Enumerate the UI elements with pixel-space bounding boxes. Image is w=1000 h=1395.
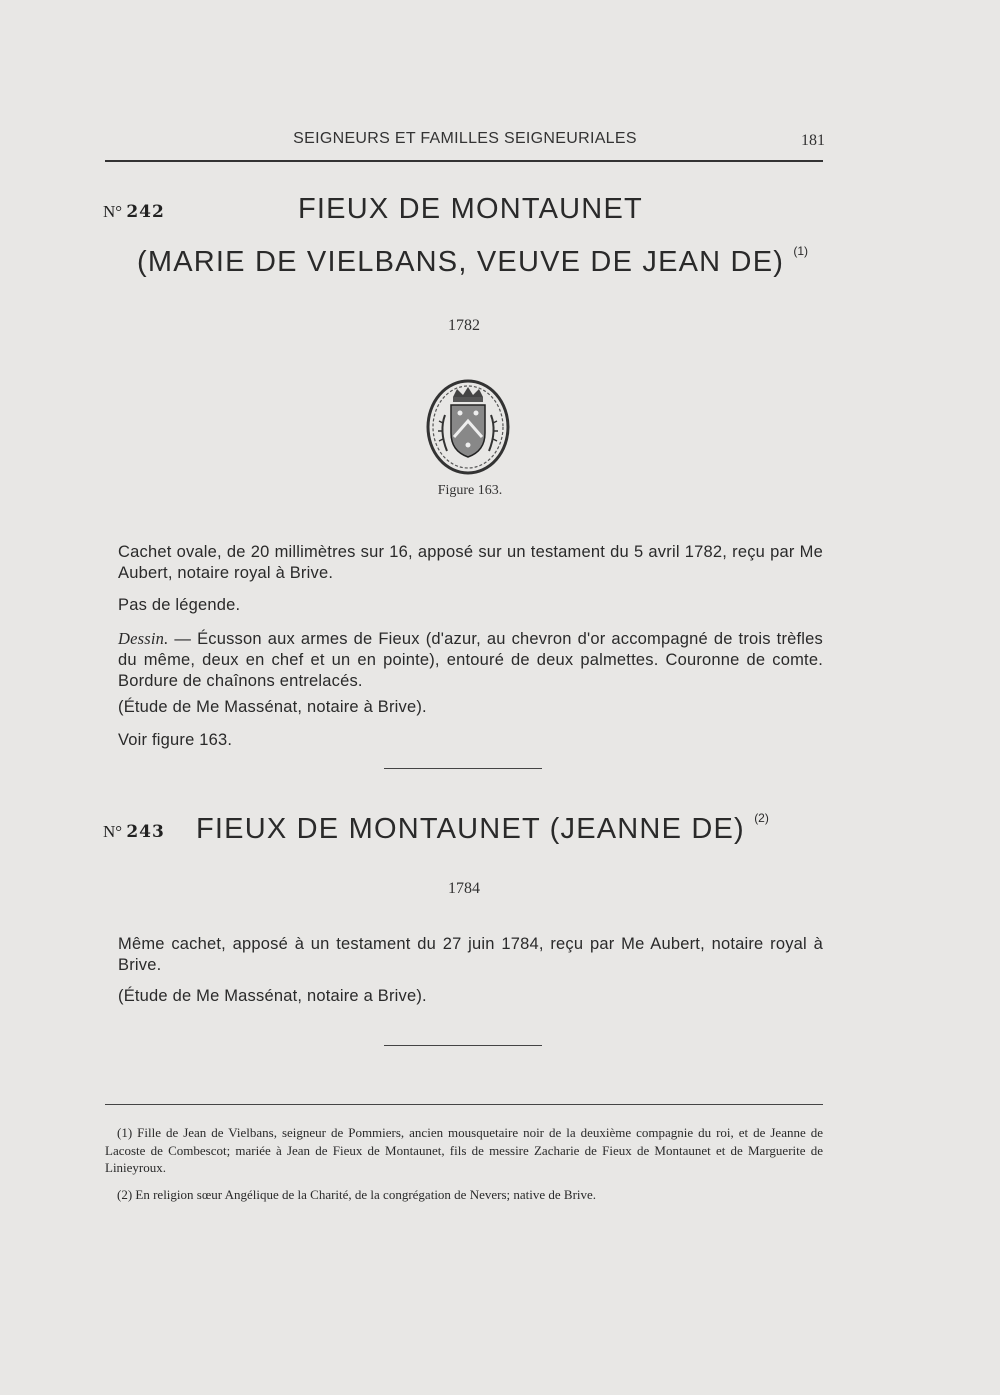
entry-242-title-line1: FIEUX DE MONTAUNET (298, 193, 643, 225)
entry-242-paragraph-3 (118, 628, 823, 692)
entry-242-year: 1782 (448, 317, 480, 334)
footnote-1 (105, 1124, 823, 1177)
footnote-2-text: (2) En religion sœur Angélique de la Charité, de la congrégation de Nevers; native de Brive. (117, 1187, 597, 1202)
entry-242-paragraph-2: Pas de légende. (118, 596, 241, 614)
entry-243-title (196, 813, 769, 846)
dessin-text: — Écusson aux armes de Fieux (d'azur, au chevron d'or accompagné de trois trèfles du même, deux en chef et un en pointe), entouré de deux palmettes. Couronne de comte. Bordure de chaînons entrelacés. (118, 630, 823, 690)
entry-number: 243 (126, 822, 165, 842)
figure-caption: Figure 163. (437, 483, 503, 498)
entry-243-number (103, 822, 165, 842)
entry-number: 242 (126, 202, 165, 222)
title-text: FIEUX DE MONTAUNET (JEANNE DE) (196, 813, 745, 845)
footnote-2 (105, 1186, 823, 1204)
entry-243-paragraph-2: (Étude de Me Massénat, notaire a Brive). (118, 987, 427, 1005)
footnote-ref-2[interactable]: (2) (754, 811, 769, 825)
title-line2-text: (MARIE DE VIELBANS, VEUVE DE JEAN DE) (137, 246, 785, 278)
entry-number-prefix: N° (103, 202, 123, 221)
footnote-ref-1[interactable]: (1) (793, 244, 809, 258)
entry-243-paragraph-1: Même cachet, apposé à un testament du 27 juin 1784, reçu par Me Aubert, notaire royal à Brive. (118, 935, 823, 974)
entry-242-title-line2 (137, 246, 808, 279)
running-title: SEIGNEURS ET FAMILLES SEIGNEURIALES (293, 130, 637, 147)
entry-242-paragraph-1: Cachet ovale, de 20 millimètres sur 16, apposé sur un testament du 5 avril 1782, reçu par Me Aubert, notaire royal à Brive. (118, 543, 823, 582)
entry-242-paragraph-5: Voir figure 163. (118, 731, 233, 749)
section-separator (384, 1045, 542, 1046)
seal-figure-image (423, 375, 513, 475)
dessin-label: Dessin. (118, 629, 169, 648)
section-separator (384, 768, 542, 769)
footnote-rule (105, 1104, 823, 1105)
running-head (105, 130, 825, 154)
entry-242-paragraph-4: (Étude de Me Massénat, notaire à Brive). (118, 698, 427, 716)
entry-number-prefix: N° (103, 822, 123, 841)
page-number: 181 (801, 132, 825, 149)
entry-242-number (103, 202, 165, 222)
entry-243-year: 1784 (448, 880, 480, 897)
header-rule (105, 160, 823, 162)
footnote-1-text: (1) Fille de Jean de Vielbans, seigneur de Pommiers, ancien mousquetaire noir de la deuxième compagnie du roi, et de Jeanne de Lacoste de Combescot; mariée à Jean de Fieux de Montaunet, fils de messire Zacharie de Fieux de Montaunet et de Marguerite de Linieyroux. (105, 1125, 823, 1175)
